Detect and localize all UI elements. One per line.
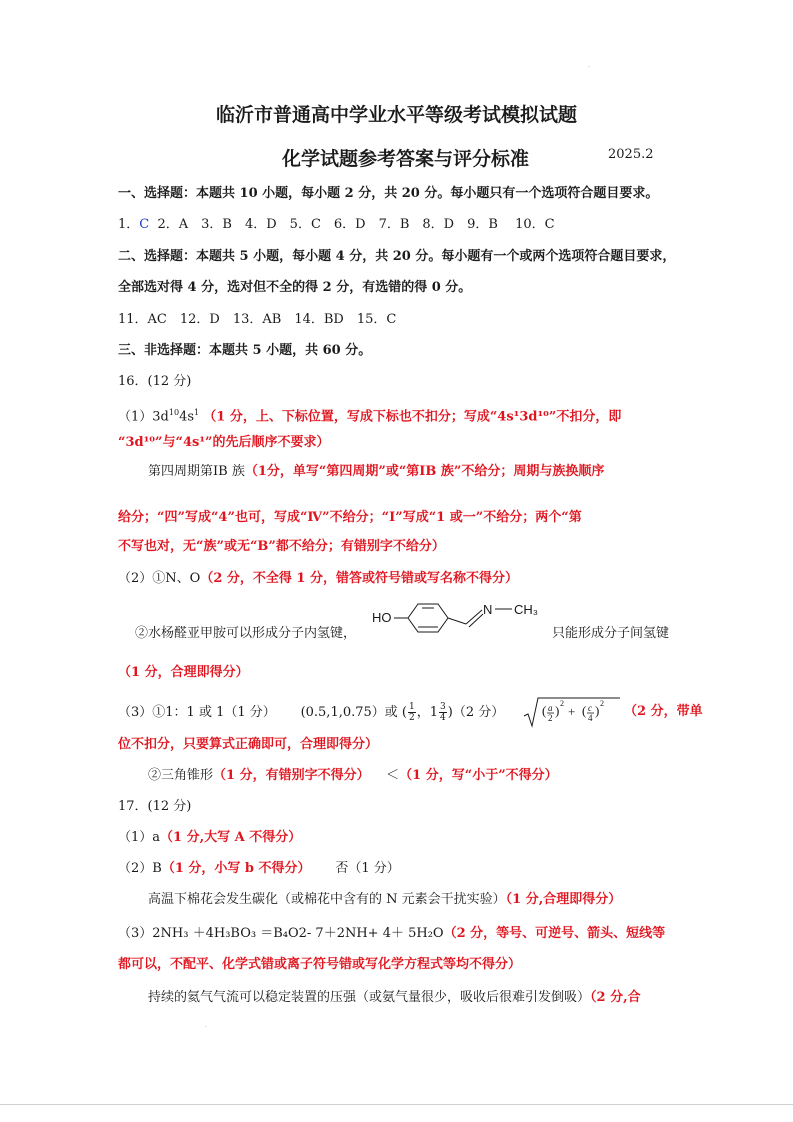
q16-part2a (118, 569, 518, 589)
section3-heading: 三、非选择题：本题共 5 小题，共 60 分。 (118, 343, 372, 358)
sqrt-a: a (548, 703, 553, 713)
q16-part3b (148, 766, 558, 786)
section2-answers: 11．AC 12．D 13．AB 14．BD 15．C (118, 312, 397, 327)
scan-speck: · (205, 1024, 207, 1031)
q17-part1 (118, 828, 301, 848)
q17-part1-text: （1）a (118, 830, 161, 845)
structure-bond (448, 618, 466, 624)
page-bottom-divider (0, 1104, 793, 1105)
structure-diagram (370, 598, 550, 644)
fraction-three-quarters (439, 702, 447, 723)
q17-part3 (118, 924, 665, 944)
q17-part2b-text: 高温下棉花会发生碳化（或棉花中含有的 N 元素会干扰实验） (148, 892, 506, 907)
q16-part1-note-line1: （1 分，上、下标位置，写成下标也不扣分；写成“4s¹3d¹⁰”不扣分，即 (203, 409, 622, 425)
q16-period-note-line1: （1分，单写“第四周期”或“第ⅠB 族”不给分；周期与族换顺序 (244, 464, 605, 479)
sqrt-den-4: 4 (588, 713, 593, 723)
q16-period-note-line2: 给分；“四”写成“4”也可，写成“Ⅳ”不给分；“Ⅰ”写成“1 或一”不给分；两个“第 (118, 510, 582, 525)
q16-part2a-note: （2 分，不全得 1 分，错答或符号错或写名称不得分） (200, 571, 518, 586)
page-subtitle: 化学试题参考答案与评分标准 (282, 148, 530, 170)
answer-1-letter: C (139, 217, 150, 232)
section1-heading: 一、选择题：本题共 10 小题，每小题 2 分，共 20 分。每小题只有一个选项符合题目要求。 (118, 186, 659, 201)
q16-period-group (148, 462, 604, 482)
structure-ch3-label: CH₃ (514, 602, 539, 617)
q17-part2b-note: （1 分,合理即得分） (505, 892, 622, 907)
q16-config-sup1: 10 (168, 408, 180, 417)
q16-label: 16．(12 分) (118, 374, 192, 389)
q16-part3a-text: （3）①1：1 或 1（1 分） (118, 705, 276, 720)
q16-config-sup2: 1 (194, 408, 200, 417)
fraction-numerator: 3 (440, 702, 446, 712)
fraction-denominator: 2 (409, 713, 415, 723)
q17-part3b-text: 持续的氦气气流可以稳定装置的压强（或氨气量很少，吸收后很难引发倒吸） (148, 990, 591, 1005)
answer-1-number: 1． (118, 217, 140, 232)
structure-double-bond (469, 614, 483, 627)
q17-part3b-note: （2 分,合 (590, 990, 641, 1005)
section2-heading-line2: 全部选对得 4 分，选对但不全的得 2 分，有选错的得 0 分。 (118, 280, 472, 295)
q17-part3b (148, 988, 641, 1008)
q17-part2-note: （1 分，小写 b 不得分） (161, 861, 311, 876)
q16-part1 (118, 403, 621, 427)
q16-coords-mid: ，1 (416, 705, 439, 720)
structure-ho-label: HO (372, 610, 392, 625)
svg-text:2: 2 (560, 699, 564, 708)
fraction-half (408, 702, 416, 723)
q17-part3-note-line1: （2 分，等号、可逆号、箭头、短线等 (443, 926, 666, 941)
q16-part2a-text: （2）①N、O (118, 571, 201, 586)
sqrt-expression (522, 694, 622, 730)
q16-config-prefix: （1）3d (118, 409, 169, 425)
scan-speck: · (588, 64, 590, 71)
q17-part1-note: （1 分,大写 A 不得分） (160, 830, 302, 845)
q16-coords-text: (0.5,1,0.75）或 ( (300, 705, 407, 720)
svg-text:(: ( (582, 703, 587, 718)
exam-date: 2025.2 (608, 147, 654, 162)
sqrt-plus: + (568, 704, 576, 719)
answers-2-10: 2．A 3．B 4．D 5．C 6．D 7．B 8．D 9．B 10．C (157, 217, 555, 232)
q17-part2 (118, 859, 400, 879)
q16-part3b-note: （1 分，有错别字不得分） (213, 768, 370, 783)
q16-less-than: ＜ (386, 768, 400, 783)
q16-part1-note-line2: “3d¹⁰”与“4s¹”的先后顺序不要求） (118, 435, 330, 450)
q16-part3a (118, 702, 504, 723)
section1-answers (118, 215, 555, 235)
q16-part3a-note-line1: （2 分，带单 (624, 704, 703, 719)
q16-part2b-right: 只能形成分子间氢键 (552, 626, 670, 641)
q16-period-text: 第四周期第ⅠB 族 (148, 464, 245, 479)
svg-text:(: ( (542, 703, 547, 718)
q17-part2-text: （2）B (118, 861, 162, 876)
q17-part2-no: 否（1 分） (335, 861, 400, 876)
sqrt-c: c (588, 703, 592, 713)
structure-n-label: N (483, 602, 493, 617)
q17-equation: （3）2NH₃ ＋4H₃BO₃ ＝B₄O2- 7＋2NH+ 4＋ 5H₂O (118, 926, 444, 941)
svg-text:): ) (555, 703, 560, 718)
q16-part2b-left: ②水杨醛亚甲胺可以形成分子内氢键， (135, 626, 357, 641)
q17-part2b (148, 890, 621, 910)
q17-part3-note-line2: 都可以，不配平、化学式错或离子符号错或写化学方程式等均不得分） (118, 957, 522, 972)
q16-period-note-line3: 不写也对，无“族”或无“B”都不给分；有错别字不给分） (118, 539, 445, 554)
q16-config-mid: 4s (179, 409, 195, 425)
page-title: 临沂市普通高中学业水平等级考试模拟试题 (215, 104, 577, 126)
svg-text:): ) (595, 703, 600, 718)
q16-coords-end: )（2 分） (447, 705, 505, 720)
q16-less-than-note: （1 分，写“小于”不得分） (399, 768, 558, 783)
q17-label: 17．(12 分) (118, 799, 192, 814)
fraction-denominator: 4 (440, 713, 446, 723)
fraction-numerator: 1 (409, 702, 415, 712)
svg-text:2: 2 (600, 699, 604, 708)
q16-part2b-note: （1 分，合理即得分） (118, 665, 249, 680)
q16-part3b-text: ②三角锥形 (148, 768, 214, 783)
sqrt-den-2: 2 (548, 713, 553, 723)
section2-heading-line1: 二、选择题：本题共 5 小题，每小题 4 分，共 20 分。每小题有一个或两个选项符合题目要求， (118, 249, 676, 264)
q16-part3a-note-line2: 位不扣分，只要算式正确即可，合理即得分） (118, 737, 379, 752)
